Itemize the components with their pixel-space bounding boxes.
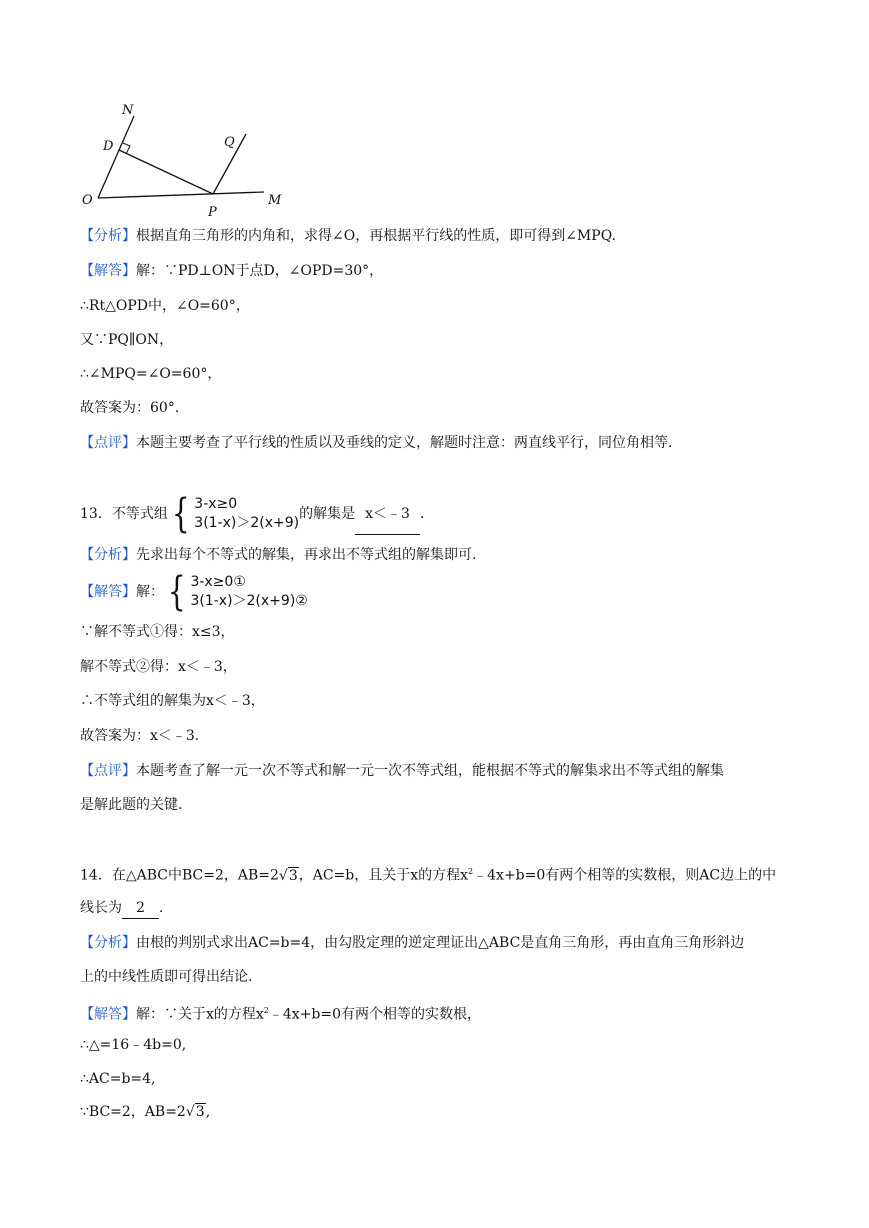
q14-analysis — [80, 933, 744, 953]
segment-pd — [119, 150, 213, 194]
q13-review — [80, 761, 724, 781]
inequality-system — [168, 491, 300, 537]
label-d: D — [103, 139, 114, 154]
q12-solution — [80, 261, 383, 281]
q13-review-cont: 是解此题的关键. — [80, 797, 183, 813]
ray-om — [98, 192, 264, 198]
q12-step: ∴Rt△OPD中，∠O=60°， — [80, 298, 250, 314]
inequality-1-text: 3-x≥0 — [190, 574, 234, 590]
inequality-2-text: 3(1-x)＞2(x+9) — [190, 593, 296, 609]
inequality-1-numbered — [190, 573, 307, 592]
q14-stem-c: ﹣4x+b=0有两个相等的实数根，则AC边上的中 — [473, 867, 777, 884]
label-m: M — [268, 193, 282, 208]
q13-step: 故答案为：x＜﹣3. — [80, 728, 200, 744]
q13-answer: x＜﹣3 — [355, 494, 420, 535]
q14-analysis-text: 由根的判别式求出AC=b=4，由勾股定理的逆定理证出△ABC是直角三角形，再由直角三角形斜边 — [136, 935, 745, 951]
review-tag: 【点评】 — [80, 435, 136, 451]
q13-stem-suffix: 的解集是 — [299, 506, 356, 522]
circle-number-2: ② — [295, 593, 308, 609]
sqrt-3: √3 — [278, 867, 298, 884]
q13-step: ∵解不等式①得：x≤3， — [80, 624, 235, 640]
analysis-tag: 【分析】 — [80, 547, 136, 563]
q13-stem-end: . — [419, 506, 425, 522]
q13-stem-prefix: 13．不等式组 — [80, 506, 168, 522]
q12-analysis-text: 根据直角三角形的内角和，求得∠O，再根据平行线的性质，即可得到∠MPQ. — [136, 228, 616, 244]
q14-step-last — [80, 1102, 210, 1122]
sqrt-radicand: 3 — [195, 1104, 205, 1120]
q13-review-text: 本题考查了解一元一次不等式和解一元一次不等式组，能根据不等式的解集求出不等式组的解集 — [136, 763, 724, 779]
sqrt-3: √3 — [185, 1104, 205, 1120]
q13-step: ∴不等式组的解集为x＜﹣3， — [80, 693, 265, 709]
solution-tag: 【解答】 — [80, 263, 136, 279]
q12-solution-text: 解：∵PD⊥ON于点D，∠OPD=30°， — [136, 263, 384, 279]
q13-stem — [80, 491, 425, 537]
q14-stem — [80, 862, 776, 886]
q12-step: 又∵PQ∥ON， — [80, 332, 174, 348]
q13-analysis-text: 先求出每个不等式的解集，再求出不等式组的解集即可. — [136, 547, 477, 563]
label-o: O — [82, 193, 93, 208]
q14-step: ∴AC=b=4, — [80, 1071, 156, 1087]
q12-review-text: 本题主要考查了平行线的性质以及垂线的定义，解题时注意：两直线平行，同位角相等. — [136, 435, 673, 451]
geometry-figure — [78, 100, 288, 220]
superscript-2: 2 — [468, 867, 474, 876]
q14-stem-a: 14．在△ABC中BC=2，AB=2 — [80, 867, 279, 884]
q14-solution-b: ﹣4x+b=0有两个相等的实数根， — [268, 1006, 482, 1023]
inequality-system-numbered — [164, 569, 308, 615]
q14-answer: 2 — [122, 898, 159, 919]
brace: { — [167, 569, 186, 615]
q14-solution — [80, 1001, 481, 1025]
q14-stem-line2-text: 线长为 — [80, 900, 122, 916]
analysis-tag: 【分析】 — [80, 228, 136, 244]
q14-stem-line2 — [80, 898, 163, 919]
brace: { — [171, 491, 190, 537]
inequality-2-numbered — [190, 592, 307, 611]
label-n: N — [122, 103, 134, 118]
solution-tag: 【解答】 — [80, 584, 136, 600]
q14-step: ∴△=16﹣4b=0, — [80, 1037, 187, 1053]
q13-step: 解不等式②得：x＜﹣3， — [80, 659, 237, 675]
q13-solution — [80, 570, 308, 614]
sqrt-radicand: 3 — [288, 867, 298, 884]
circle-number-1: ① — [233, 574, 246, 590]
q12-step: 故答案为：60°． — [80, 400, 189, 416]
q14-last-a: ∵BC=2，AB=2 — [80, 1104, 186, 1120]
q13-analysis — [80, 545, 476, 565]
q14-last-b: , — [205, 1104, 211, 1120]
inequality-2: 3(1-x)＞2(x+9) — [194, 515, 300, 531]
q14-analysis-cont: 上的中线性质即可得出结论. — [80, 969, 253, 985]
analysis-tag: 【分析】 — [80, 935, 136, 951]
solution-tag: 【解答】 — [80, 1006, 136, 1023]
label-q: Q — [224, 135, 235, 150]
review-tag: 【点评】 — [80, 763, 136, 779]
q13-solution-prefix: 解： — [136, 584, 164, 600]
label-p: P — [208, 205, 217, 220]
superscript-2: 2 — [263, 1006, 269, 1015]
q12-review — [80, 433, 672, 453]
ray-on — [98, 116, 134, 198]
q14-stem-b: ，AC=b，且关于x的方程x — [298, 867, 469, 884]
q14-stem-end: . — [158, 900, 164, 916]
q14-solution-a: 解：∵关于x的方程x — [136, 1006, 264, 1023]
inequality-1: 3-x≥0 — [194, 496, 238, 512]
q12-step: ∴∠MPQ=∠O=60°， — [80, 366, 222, 382]
q12-analysis — [80, 226, 616, 246]
